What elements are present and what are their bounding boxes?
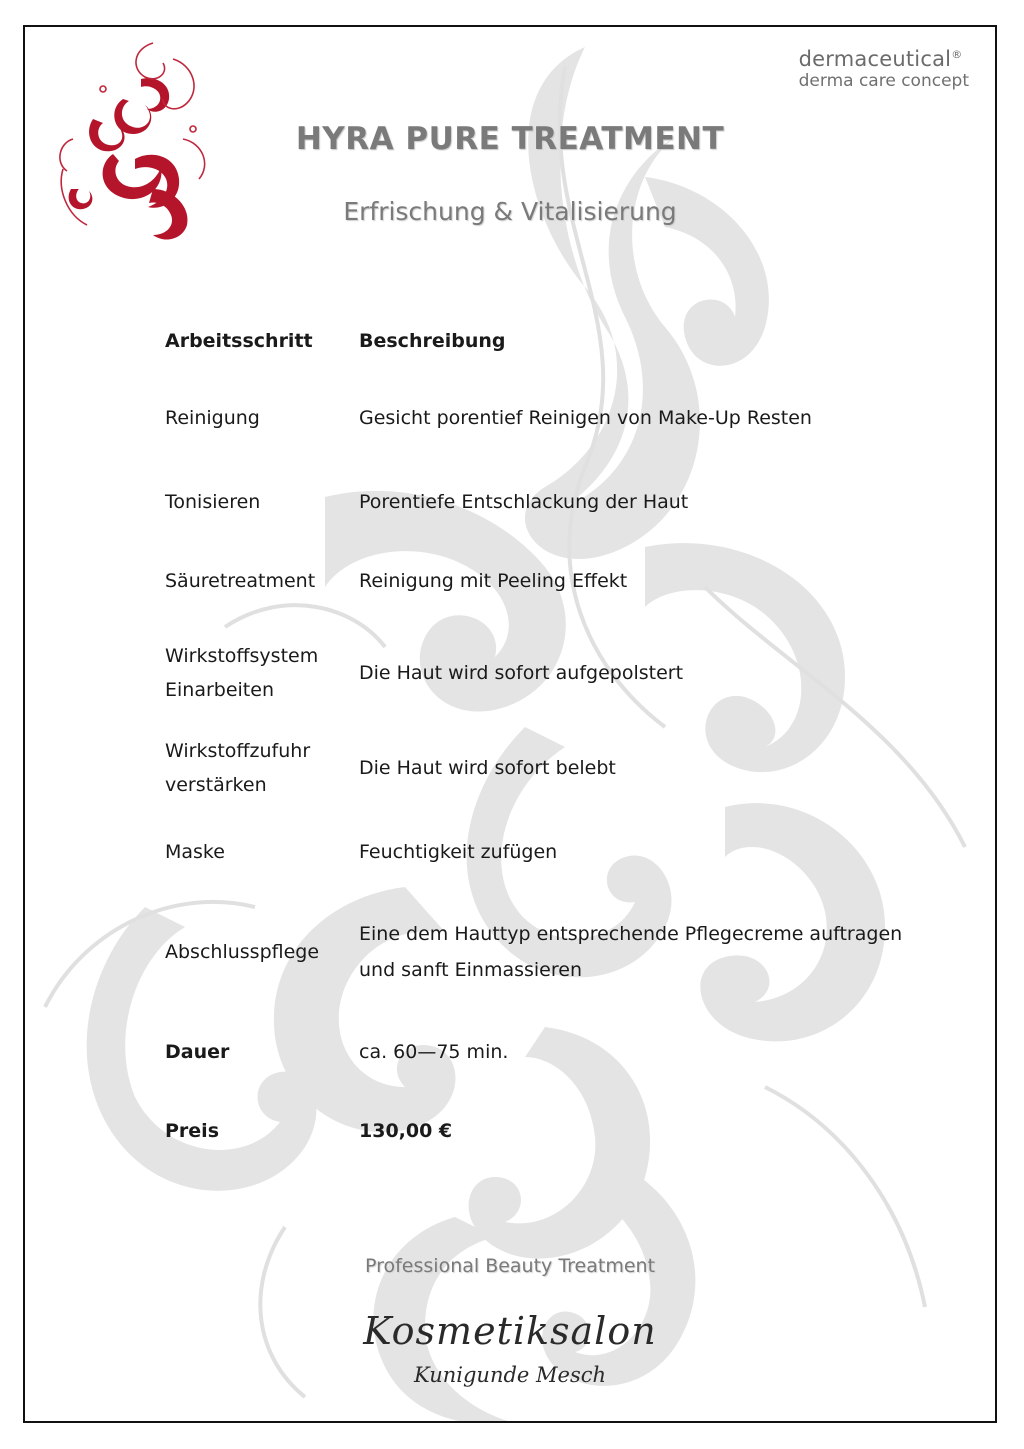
table-row (165, 639, 965, 707)
table-row (165, 734, 965, 802)
step-label: Wirkstoffzufuhr verstärken (165, 740, 311, 796)
price-value: 130,00 € (359, 1120, 453, 1142)
salon-name: Kosmetiksalon (363, 1309, 657, 1353)
duration-label: Dauer (165, 1041, 230, 1063)
step-label: Wirkstoffsystem Einarbeiten (165, 645, 319, 701)
step-description: Porentiefe Entschlackung der Haut (359, 491, 689, 513)
price-row (165, 1113, 965, 1149)
step-label: Reinigung (165, 407, 260, 429)
duration-row (165, 1034, 965, 1070)
document-page (23, 25, 997, 1423)
step-label: Tonisieren (165, 491, 261, 513)
step-label: Abschlusspflege (165, 941, 320, 963)
step-description: Die Haut wird sofort aufgepolstert (359, 662, 684, 684)
duration-value: ca. 60—75 min. (359, 1041, 509, 1063)
step-label: Maske (165, 841, 225, 863)
footer-tagline: Professional Beauty Treatment (364, 1255, 656, 1277)
brand-logo (799, 47, 969, 91)
column-header-step: Arbeitsschritt (165, 330, 313, 352)
brand-name: dermaceutical® (798, 47, 963, 71)
treatment-subtitle: Erfrischung & Vitalisierung (343, 197, 677, 226)
treatment-title: HYRA PURE TREATMENT (295, 121, 725, 157)
salon-owner: Kunigunde Mesch (413, 1363, 607, 1387)
step-description: Die Haut wird sofort belebt (359, 757, 616, 779)
brand-tagline: derma care concept (798, 71, 969, 91)
step-label: Säuretreatment (165, 570, 316, 592)
step-description: Reinigung mit Peeling Effekt (359, 570, 628, 592)
table-row (165, 916, 965, 988)
table-row (165, 400, 965, 436)
step-description: Eine dem Hauttyp entsprechende Pflegecreme auftragen und sanft Einmassieren (359, 923, 903, 981)
table-row (165, 834, 965, 870)
price-label: Preis (165, 1120, 220, 1142)
table-row (165, 484, 965, 520)
step-description: Feuchtigkeit zufügen (359, 841, 558, 863)
table-header-row (165, 323, 965, 359)
step-description: Gesicht porentief Reinigen von Make-Up Resten (359, 407, 812, 429)
column-header-description: Beschreibung (359, 330, 506, 352)
table-row (165, 563, 965, 599)
